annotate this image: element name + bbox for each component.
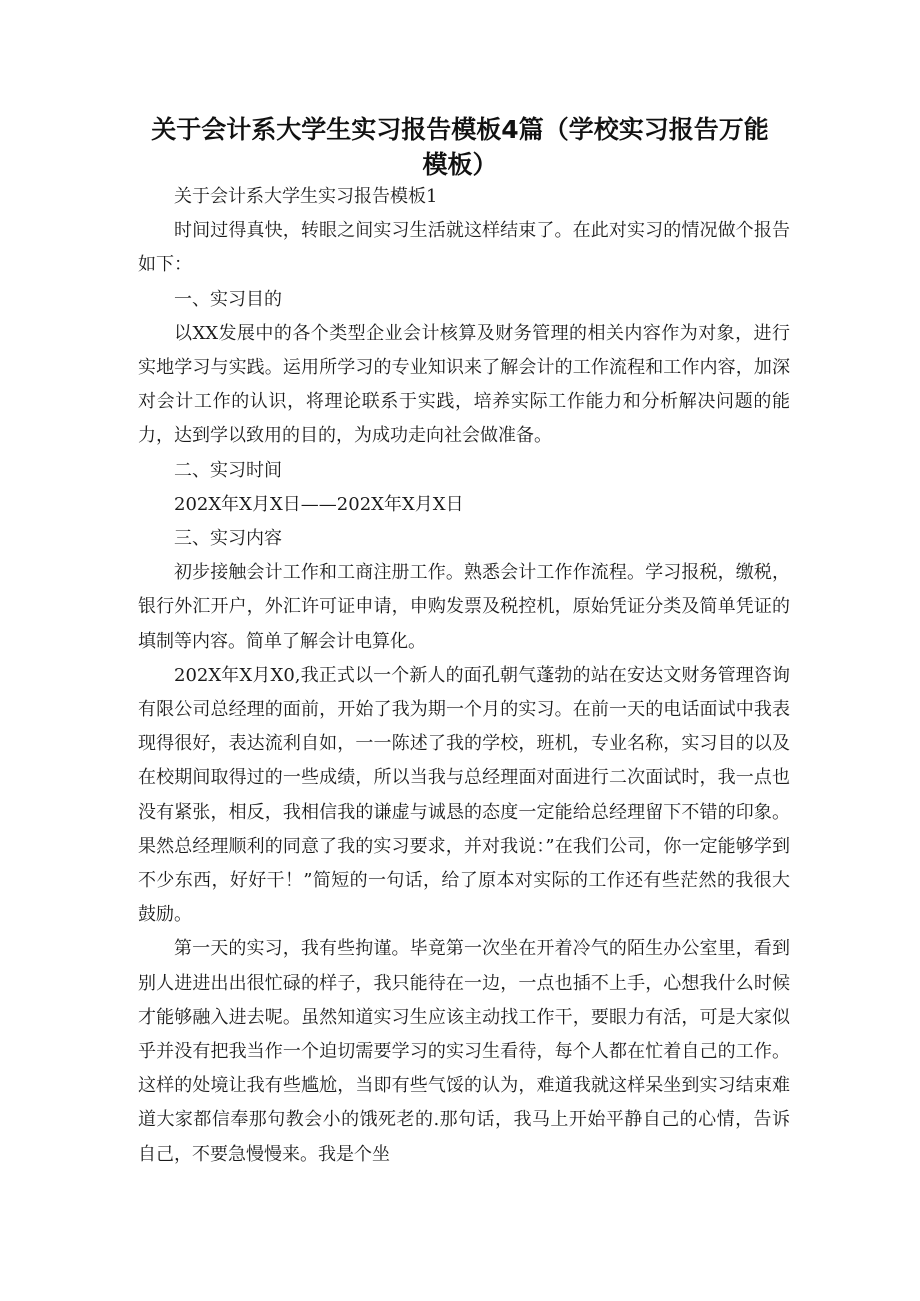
- document-body: [138, 180, 790, 1172]
- time-paragraph: 202X年X月X日——202X年X月X日: [174, 493, 464, 515]
- subtitle-paragraph: 关于会计系大学生实习报告模板1: [174, 186, 438, 207]
- purpose-paragraph: 以XX发展中的各个类型企业会计核算及财务管理的相关内容作为对象，进行实地学习与实践。运用所学习的专业知识来了解会计的工作流程和工作内容，加深对会计工作的认识，将理论联系于实践，培养实际工作能力和分析解决问题的能力，达到学以致用的目的，为成功走向社会做准备。: [138, 322, 790, 447]
- section-heading-content: 三、实习内容: [174, 528, 282, 550]
- document-title: 关于会计系大学生实习报告模板4篇（学校实习报告万能模板）: [151, 115, 769, 179]
- intro-paragraph: 时间过得真快，转眼之间实习生活就这样结束了。在此对实习的情况做个报告如下：: [138, 220, 790, 276]
- experience-paragraph: 第一天的实习，我有些拘谨。毕竟第一次坐在开着冷气的陌生办公室里，看到别人进进出出很忙碌的样子，我只能待在一边，一点也插不上手，心想我什么时候才能够融入进去呢。虽然知道实习生应该主动找工作干，要眼力有活，可是大家似乎并没有把我当作一个迫切需要学习的实习生看待，每个人都在忙着自己的工作。这样的处境让我有些尴尬，当即有些气馁的认为，难道我就这样呆坐到实习结束难道大家都信奉那句教会小的饿死老的.那句话，我马上开始平静自己的心情，告诉自己，不要急慢慢来。我是个坐: [138, 938, 790, 1165]
- first-day-paragraph: 202X年X月X0,我正式以一个新人的面孔朝气蓬勃的站在安达文财务管理咨询有限公司总经理的面前，开始了我为期一个月的实习。在前一天的电话面试中我表现得很好，表达流利自如，一一陈述了我的学校，班机，专业名称，实习目的以及在校期间取得过的一些成绩，所以当我与总经理面对面进行二次面试时，我一点也没有紧张，相反，我相信我的谦虚与诚恳的态度一定能给总经理留下不错的印象。果然总经理顺利的同意了我的实习要求，并对我说：”在我们公司，你一定能够学到不少东西，好好干！”简短的一句话，给了原本对实际的工作还有些茫然的我很大鼓励。: [138, 664, 790, 926]
- section-heading-purpose: 一、实习目的: [174, 288, 282, 310]
- content-paragraph: 初步接触会计工作和工商注册工作。熟悉会计工作作流程。学习报税，缴税，银行外汇开户，外汇许可证申请，申购发票及税控机，原始凭证分类及简单凭证的填制等内容。简单了解会计电算化。: [138, 562, 790, 652]
- section-heading-time: 二、实习时间: [174, 459, 282, 481]
